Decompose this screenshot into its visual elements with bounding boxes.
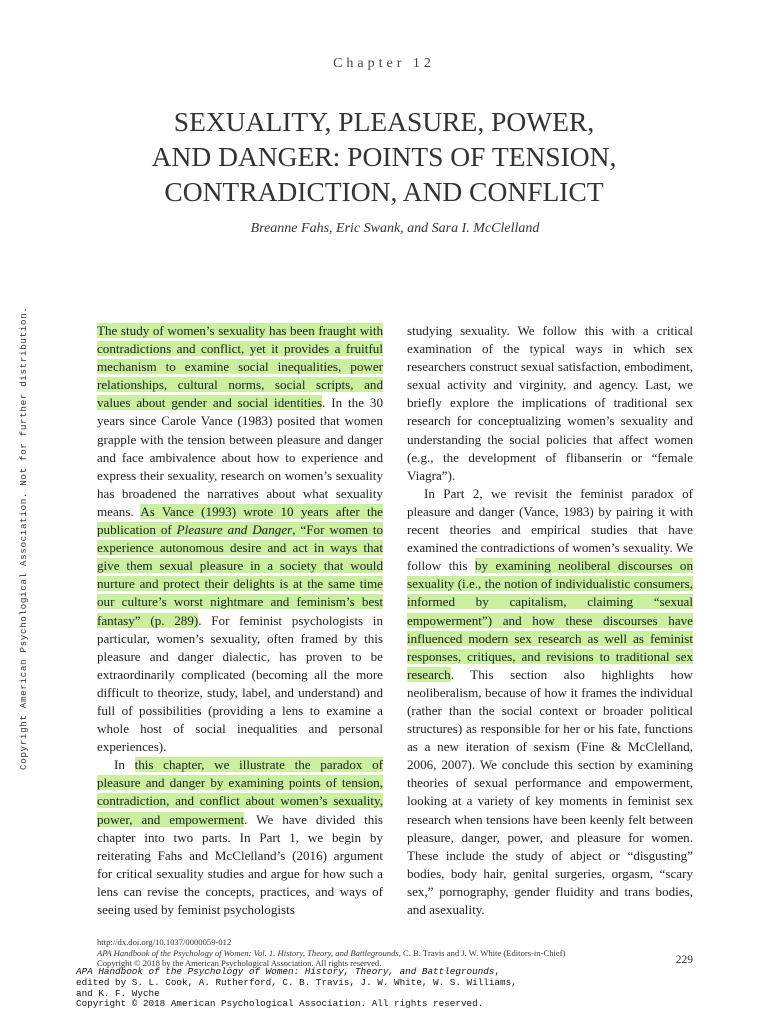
highlight: [97, 504, 383, 628]
book-title: APA Handbook of the Psychology of Women: History, Theory, and Battlegrounds: [76, 966, 495, 977]
highlight-text: , “For women to experience autonomous desire and act in ways that give them sexual pleasure in a society that would nurture and protect their delights is at the same time our culture’s worst nightmare and feminism’s best fantasy” (p. 289): [97, 522, 384, 628]
left-column: [97, 322, 383, 919]
authors: Breanne Fahs, Eric Swank, and Sara I. McClelland: [250, 221, 540, 236]
copyright-footer-line-4: Copyright © 2018 American Psychological Association. All rights reserved.: [76, 998, 484, 1010]
highlight: The study of women’s sexuality has been fraught with contradictions and conflict, yet it provides a fruitful mechanism to examine social inequalities, power relationships, cultural norms, social scripts, and values about gender and social identities: [97, 323, 383, 411]
doi-link[interactable]: http://dx.doi.org/10.1037/0000059-012: [97, 937, 232, 947]
body-text: In: [114, 757, 135, 773]
title-line-2: AND DANGER: POINTS OF TENSION,: [151, 141, 617, 172]
page-number: 229: [675, 954, 693, 966]
italic-title: Pleasure and Danger: [176, 522, 293, 538]
footer-copyright: Copyright © 2018 by the American Psychological Association. All rights reserved.: [97, 958, 382, 968]
footer-notes: [97, 937, 657, 969]
body-text: . For feminist psychologists in particular, women’s sexuality, often framed by this pleasure and danger dialectic, has proven to be extraordinarily complicated (becoming all the more difficult to theorize, study, label, and understand) and full of possibilities (providing a lens to examine a whole host of social inequalities and personal experiences).: [97, 612, 383, 755]
chapter-label: Chapter 12: [333, 56, 435, 71]
highlight: by examining neoliberal discourses on sexuality (i.e., the notion of individualistic consumers, informed by capitalism, claiming “sexual empowerment”) and how these discourses have influenced modern sex research as well as feminist responses, critiques, and revisions to traditional sex research: [407, 558, 693, 682]
highlight-text: As Vance (1993) wrote 10 years after the publication of: [97, 503, 383, 538]
copyright-footer-line-2: edited by S. L. Cook, A. Rutherford, C. B. Travis, J. W. White, W. S. Williams,: [76, 976, 517, 988]
handbook-editors: , C. B. Travis and J. W. White (Editors-in-Chief): [398, 947, 566, 958]
body-text: . In the 30 years since Carole Vance (1983) posited that women grapple with the tension between pleasure and danger and face ambivalence about how to experience and express their sexuality, research on women’s sexuality has broadened the narratives about what sexuality means.: [97, 395, 383, 519]
chapter-title: [84, 104, 684, 209]
right-paragraph-1: studying sexuality. We follow this with a critical examination of the typical ways in which sex researchers construct sexual satisfaction, embodiment, sexual activity and virginity, and agency. Last, we briefly explore the implications of traditional sex research for conceptualizing women’s sexuality and understanding the social policies that affect women (e.g., the development of flibanserin or “female Viagra”).: [407, 323, 693, 483]
title-line-1: SEXUALITY, PLEASURE, POWER,: [173, 106, 595, 137]
body-text: . This section also highlights how neoliberalism, because of how it frames the individual (rather than the social context or broader political structures) as responsible for her or his fate, functions as a new iteration of sexism (Fine & McClelland, 2006, 2007). We conclude this section by examining theories of sexual performance and empowerment, looking at a variety of key moments in feminist sex research when tensions have been keenly felt between pleasure, danger, power, and pleasure for women. These include the study of abject or “disgusting” bodies, body hair, genital surgeries, orgasm, “scary sex,” pornography, gender fluidity and trans bodies, and asexuality.: [407, 666, 693, 917]
copyright-footer-line-3: and K. F. Wyche: [76, 987, 160, 999]
copyright-side-note: Copyright American Psychological Association. Not for further distribution.: [18, 306, 29, 770]
handbook-title: APA Handbook of the Psychology of Women: Vol. 1. History, Theory, and Battlegrounds: [97, 947, 399, 958]
copyright-footer: [76, 967, 636, 1010]
right-column: [407, 322, 693, 919]
highlight: this chapter, we illustrate the paradox of pleasure and danger by examining points of tension, contradiction, and conflict about women’s sexuality, power, and empowerment: [97, 757, 383, 827]
title-line-3: CONTRADICTION, AND CONFLICT: [164, 176, 604, 207]
handbook-citation: [97, 948, 657, 959]
left-paragraph-1: [97, 322, 383, 756]
body-text: In Part 2, we revisit the feminist paradox of pleasure and danger (Vance, 1983) by pairing it with recent theories and empirical studies that have examined the contradictions of women’s sexuality. We follow this: [407, 485, 693, 574]
left-paragraph-2: [97, 756, 383, 919]
body-text: . We have divided this chapter into two parts. In Part 1, we begin by reiterating Fahs and McClelland’s (2016) argument for critical sexuality studies and argue for how such a lens can revise the concepts, practices, and ways of seeing used by feminist psychologists: [97, 811, 383, 917]
book-title-comma: ,: [494, 966, 501, 977]
right-paragraph-2: [407, 485, 693, 919]
